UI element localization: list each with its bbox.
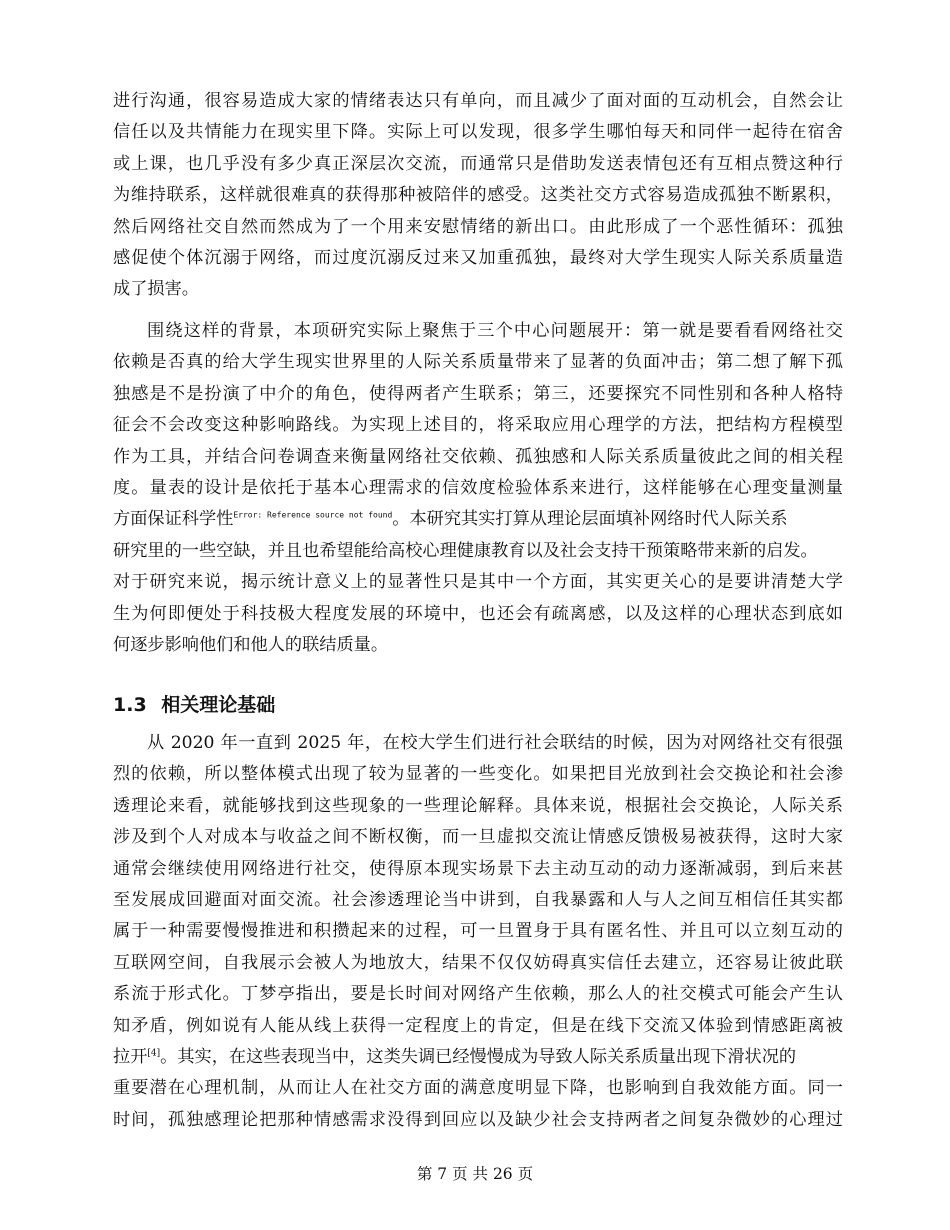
text-line: 围绕这样的背景，本项研究实际上聚焦于三个中心问题展开：第一就是要看看网络社交 bbox=[147, 321, 843, 341]
text-line-with-citation bbox=[113, 1042, 843, 1073]
text-line-with-reference bbox=[113, 504, 843, 535]
text-line: 作为工具，并结合问卷调查来衡量网络社交依赖、孤独感和人际关系质量彼此之间的相关程 bbox=[113, 446, 843, 467]
text-line: 然后网络社交自然而然成为了一个用来安慰情绪的新出口。由此形成了一个恶性循环：孤独 bbox=[113, 216, 843, 237]
text-line: 何逐步影响他们和他人的联结质量。 bbox=[113, 634, 389, 655]
page-footer: 第 7 页 共 26 页 bbox=[416, 1165, 534, 1183]
text-line: 至发展成回避面对面交流。社会渗透理论当中讲到，自我暴露和人与人之间互相信任其实都 bbox=[113, 889, 843, 910]
text-line: 重要潜在心理机制，从而让人在社交方面的满意度明显下降，也影响到自我效能方面。同一 bbox=[113, 1078, 843, 1099]
text-line: 征会不会改变这种影响路线。为实现上述目的，将采取应用心理学的方法，把结构方程模型 bbox=[113, 415, 843, 436]
text-fragment: 拉开 bbox=[113, 1046, 148, 1067]
text-line: 独感是不是扮演了中介的角色，使得两者产生联系；第三，还要探究不同性别和各种人格特 bbox=[113, 383, 843, 404]
text-line: 对于研究来说，揭示统计意义上的显著性只是其中一个方面，其实更关心的是要讲清楚大学 bbox=[113, 572, 843, 593]
text-line: 从 2020 年一直到 2025 年，在校大学生们进行社会联结的时候，因为对网络社交有很强 bbox=[147, 733, 843, 753]
text-fragment: 。其实，在这些表现当中，这类失调已经慢慢成为导致人际关系质量出现下滑状况的 bbox=[160, 1046, 797, 1067]
text-line: 或上课，也几乎没有多少真正深层次交流，而通常只是借助发送表情包还有互相点赞这种行 bbox=[113, 153, 843, 174]
text-line: 依赖是否真的给大学生现实世界里的人际关系质量带来了显著的负面冲击；第二想了解下孤 bbox=[113, 352, 843, 373]
text-fragment: 方面保证科学性 bbox=[113, 509, 234, 530]
text-line: 通常会继续使用网络进行社交，使得原本现实场景下去主动互动的动力逐渐减弱，到后来甚 bbox=[113, 858, 843, 879]
text-line: 为维持联系，这样就很难真的获得那种被陪伴的感受。这类社交方式容易造成孤独不断累积， bbox=[113, 185, 843, 206]
citation-superscript: [4] bbox=[147, 1048, 161, 1059]
text-line: 涉及到个人对成本与收益之间不断权衡，而一旦虚拟交流让情感反馈极易被获得，这时大家 bbox=[113, 827, 843, 848]
text-line: 信任以及共情能力在现实里下降。实际上可以发现，很多学生哪怕每天和同伴一起待在宿舍 bbox=[113, 122, 843, 143]
text-line: 互联网空间，自我展示会被人为地放大，结果不仅仅妨碍真实信任去建立，还容易让彼此联 bbox=[113, 952, 843, 973]
text-line: 烈的依赖，所以整体模式出现了较为显著的一些变化。如果把目光放到社会交换论和社会渗 bbox=[113, 764, 843, 785]
text-line: 进行沟通，很容易造成大家的情绪表达只有单向，而且减少了面对面的互动机会，自然会让 bbox=[113, 91, 843, 111]
text-line: 生为何即便处于科技极大程度发展的环境中，也还会有疏离感，以及这样的心理状态到底如 bbox=[113, 603, 843, 624]
paragraph-continuation bbox=[113, 86, 843, 306]
text-line: 属于一种需要慢慢推进和积攒起来的过程，可一旦置身于具有匿名性、并且可以立刻互动的 bbox=[113, 921, 843, 942]
text-line: 透理论来看，就能够找到这些现象的一些理论解释。具体来说，根据社会交换论，人际关系 bbox=[113, 795, 843, 816]
text-fragment: 。本研究其实打算从理论层面填补网络时代人际关系 bbox=[392, 509, 788, 530]
text-line: 感促使个体沉溺于网络，而过度沉溺反过来又加重孤独，最终对大学生现实人际关系质量造 bbox=[113, 247, 843, 268]
section-heading bbox=[113, 690, 843, 720]
text-line: 成了损害。 bbox=[113, 279, 199, 300]
section-title: 相关理论基础 bbox=[161, 694, 276, 716]
section-number: 1.3 bbox=[113, 694, 147, 716]
text-line: 度。量表的设计是依托于基本心理需求的信效度检验体系来进行，这样能够在心理变量测量 bbox=[113, 477, 843, 498]
paragraph-theory bbox=[113, 728, 843, 1136]
reference-error: Error: Reference source not found bbox=[233, 510, 393, 520]
text-line: 系流于形式化。丁梦亭指出，要是长时间对网络产生依赖，那么人的社交模式可能会产生认 bbox=[113, 984, 843, 1005]
text-line: 研究里的一些空缺，并且也希望能给高校心理健康教育以及社会支持干预策略带来新的启发。 bbox=[113, 540, 818, 561]
text-line: 知矛盾，例如说有人能从线上获得一定程度上的肯定，但是在线下交流又体验到情感距离被 bbox=[113, 1015, 843, 1036]
text-line: 时间，孤独感理论把那种情感需求没得到回应以及缺少社会支持两者之间复杂微妙的心理过 bbox=[113, 1109, 843, 1130]
paragraph-research-focus bbox=[113, 316, 843, 661]
